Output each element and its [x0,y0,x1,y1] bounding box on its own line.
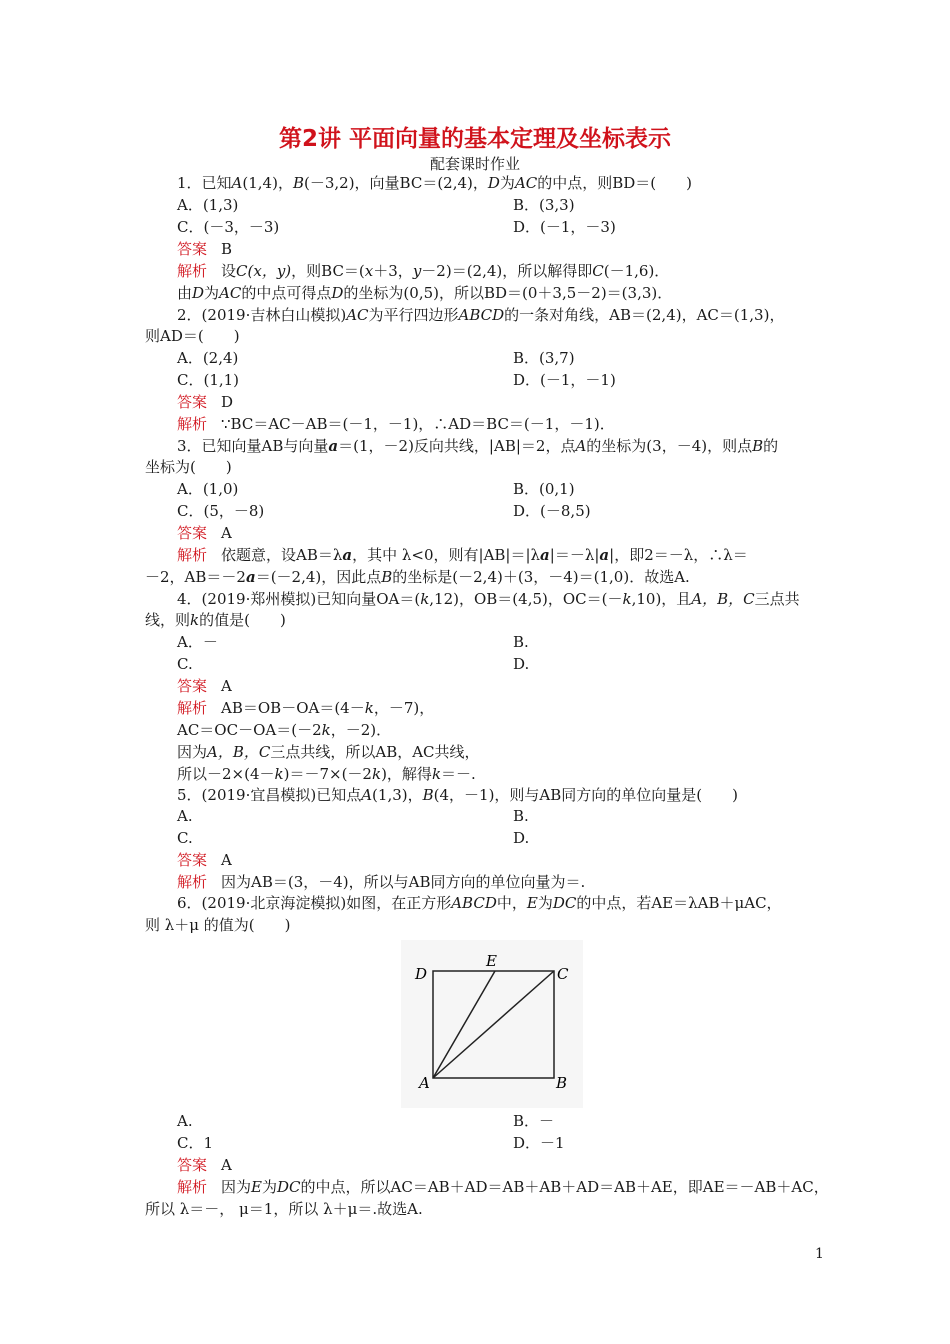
q3-analysis-2: －2，AB＝－2a＝(－2,4)，因此点B的坐标是(－2,4)＋(3，－4)＝(1,0)．故选A. [145,568,690,586]
q4-option-a: A．－ [177,633,218,651]
q2-option-d: D．(－1，－1) [513,371,616,389]
q1-option-b: B．(3,3) [513,196,575,214]
q4-option-c: C. [177,655,193,673]
q1-option-a: A．(1,3) [177,196,239,214]
q3-answer: 答案 A [177,524,232,542]
q6-option-d: D．－1 [513,1134,565,1152]
q4-option-d: D. [513,655,530,673]
q3-stem-2: 坐标为( ) [145,458,232,476]
q4-stem-1: 4．(2019·郑州模拟)已知向量OA＝(k,12)，OB＝(4,5)，OC＝(－k,10)，且A，B，C三点共 [177,590,800,608]
q3-option-d: D．(－8,5) [513,502,591,520]
q2-answer: 答案 D [177,393,234,411]
q2-option-a: A．(2,4) [177,349,239,367]
q1-stem: 1．已知A(1,4)，B(－3,2)，向量BC＝(2,4)，D为AC的中点，则BD＝( ) [177,174,693,192]
q6-answer: 答案 A [177,1156,232,1174]
q4-analysis-2: AC＝OC－OA＝(－2k，－2)． [177,721,392,739]
q3-option-a: A．(1,0) [177,480,239,498]
label-c: C [557,965,569,983]
label-b: B [556,1074,568,1092]
q5-analysis: 解析 因为AB＝(3，－4)，所以与AB同方向的单位向量为＝. [177,873,586,891]
q6-stem-1: 6．(2019·北京海淀模拟)如图，在正方形ABCD中，E为DC的中点，若AE＝λAB＋μAC， [177,894,782,912]
q3-analysis-1: 解析 依题意，设AB＝λa，其中 λ<0，则有|AB|＝|λa|＝－λ|a|，即2＝－λ，∴λ＝ [177,546,748,564]
q6-stem-2: 则 λ＋μ 的值为( ) [145,916,291,934]
q2-option-c: C．(1,1) [177,371,240,389]
q4-analysis-3: 因为A，B，C三点共线，所以AB，AC共线， [177,743,480,761]
q4-stem-2: 线，则k的值是( ) [145,611,286,629]
q4-option-b: B. [513,633,529,651]
q3-option-b: B．(0,1) [513,480,575,498]
q3-option-c: C．(5，－8) [177,502,265,520]
q6-analysis-1: 解析 因为E为DC的中点，所以AC＝AB＋AD＝AB＋AB＋AD＝AB＋AE，即AE＝－AB＋AC， [177,1178,829,1196]
q5-answer: 答案 A [177,851,232,869]
q1-option-d: D．(－1，－3) [513,218,616,236]
q3-stem-1: 3．已知向量AB与向量a＝(1，－2)反向共线，|AB|＝2，点A的坐标为(3，－4)，则点B的 [177,437,779,455]
q2-stem-2: 则AD＝( ) [145,327,240,345]
page-subtitle: 配套课时作业 [429,155,520,173]
q2-option-b: B．(3,7) [513,349,575,367]
q4-analysis-1: 解析 AB＝OB－OA＝(4－k，－7)， [177,699,435,717]
q5-option-d: D. [513,829,530,847]
q5-option-c: C. [177,829,193,847]
q4-analysis-4: 所以－2×(4－k)＝－7×(－2k)，解得k＝－. [177,765,476,783]
label-a: A [419,1074,430,1092]
q6-analysis-2: 所以 λ＝－， μ＝1，所以 λ＋μ＝.故选A. [145,1200,423,1218]
q5-option-b: B. [513,807,529,825]
q6-option-c: C．1 [177,1134,214,1152]
q1-analysis-2: 由D为AC的中点可得点D的坐标为(0,5)，所以BD＝(0＋3,5－2)＝(3,3)． [177,284,673,302]
q5-stem: 5．(2019·宜昌模拟)已知点A(1,3)，B(4，－1)，则与AB同方向的单位向量是( ) [177,786,738,804]
q5-option-a: A. [177,807,193,825]
label-d: D [415,965,428,983]
square-figure [401,940,583,1108]
q6-option-b: B．－ [513,1112,555,1130]
q2-analysis: 解析 ∵BC＝AC－AB＝(－1，－1)，∴AD＝BC＝(－1，－1)． [177,415,615,433]
q1-analysis-1: 解析 设C(x，y)，则BC＝(x＋3，y－2)＝(2,4)，所以解得即C(－1,6)． [177,262,670,280]
label-e: E [486,952,497,970]
page-number: 1 [815,1246,824,1262]
q1-option-c: C．(－3，－3) [177,218,280,236]
q1-answer: 答案 B [177,240,233,258]
q2-stem-1: 2．(2019·吉林白山模拟)AC为平行四边形ABCD的一条对角线，AB＝(2,4)，AC＝(1,3)， [177,306,785,324]
page-title: 第2讲 平面向量的基本定理及坐标表示 [278,126,671,152]
q6-option-a: A. [177,1112,193,1130]
q4-answer: 答案 A [177,677,232,695]
